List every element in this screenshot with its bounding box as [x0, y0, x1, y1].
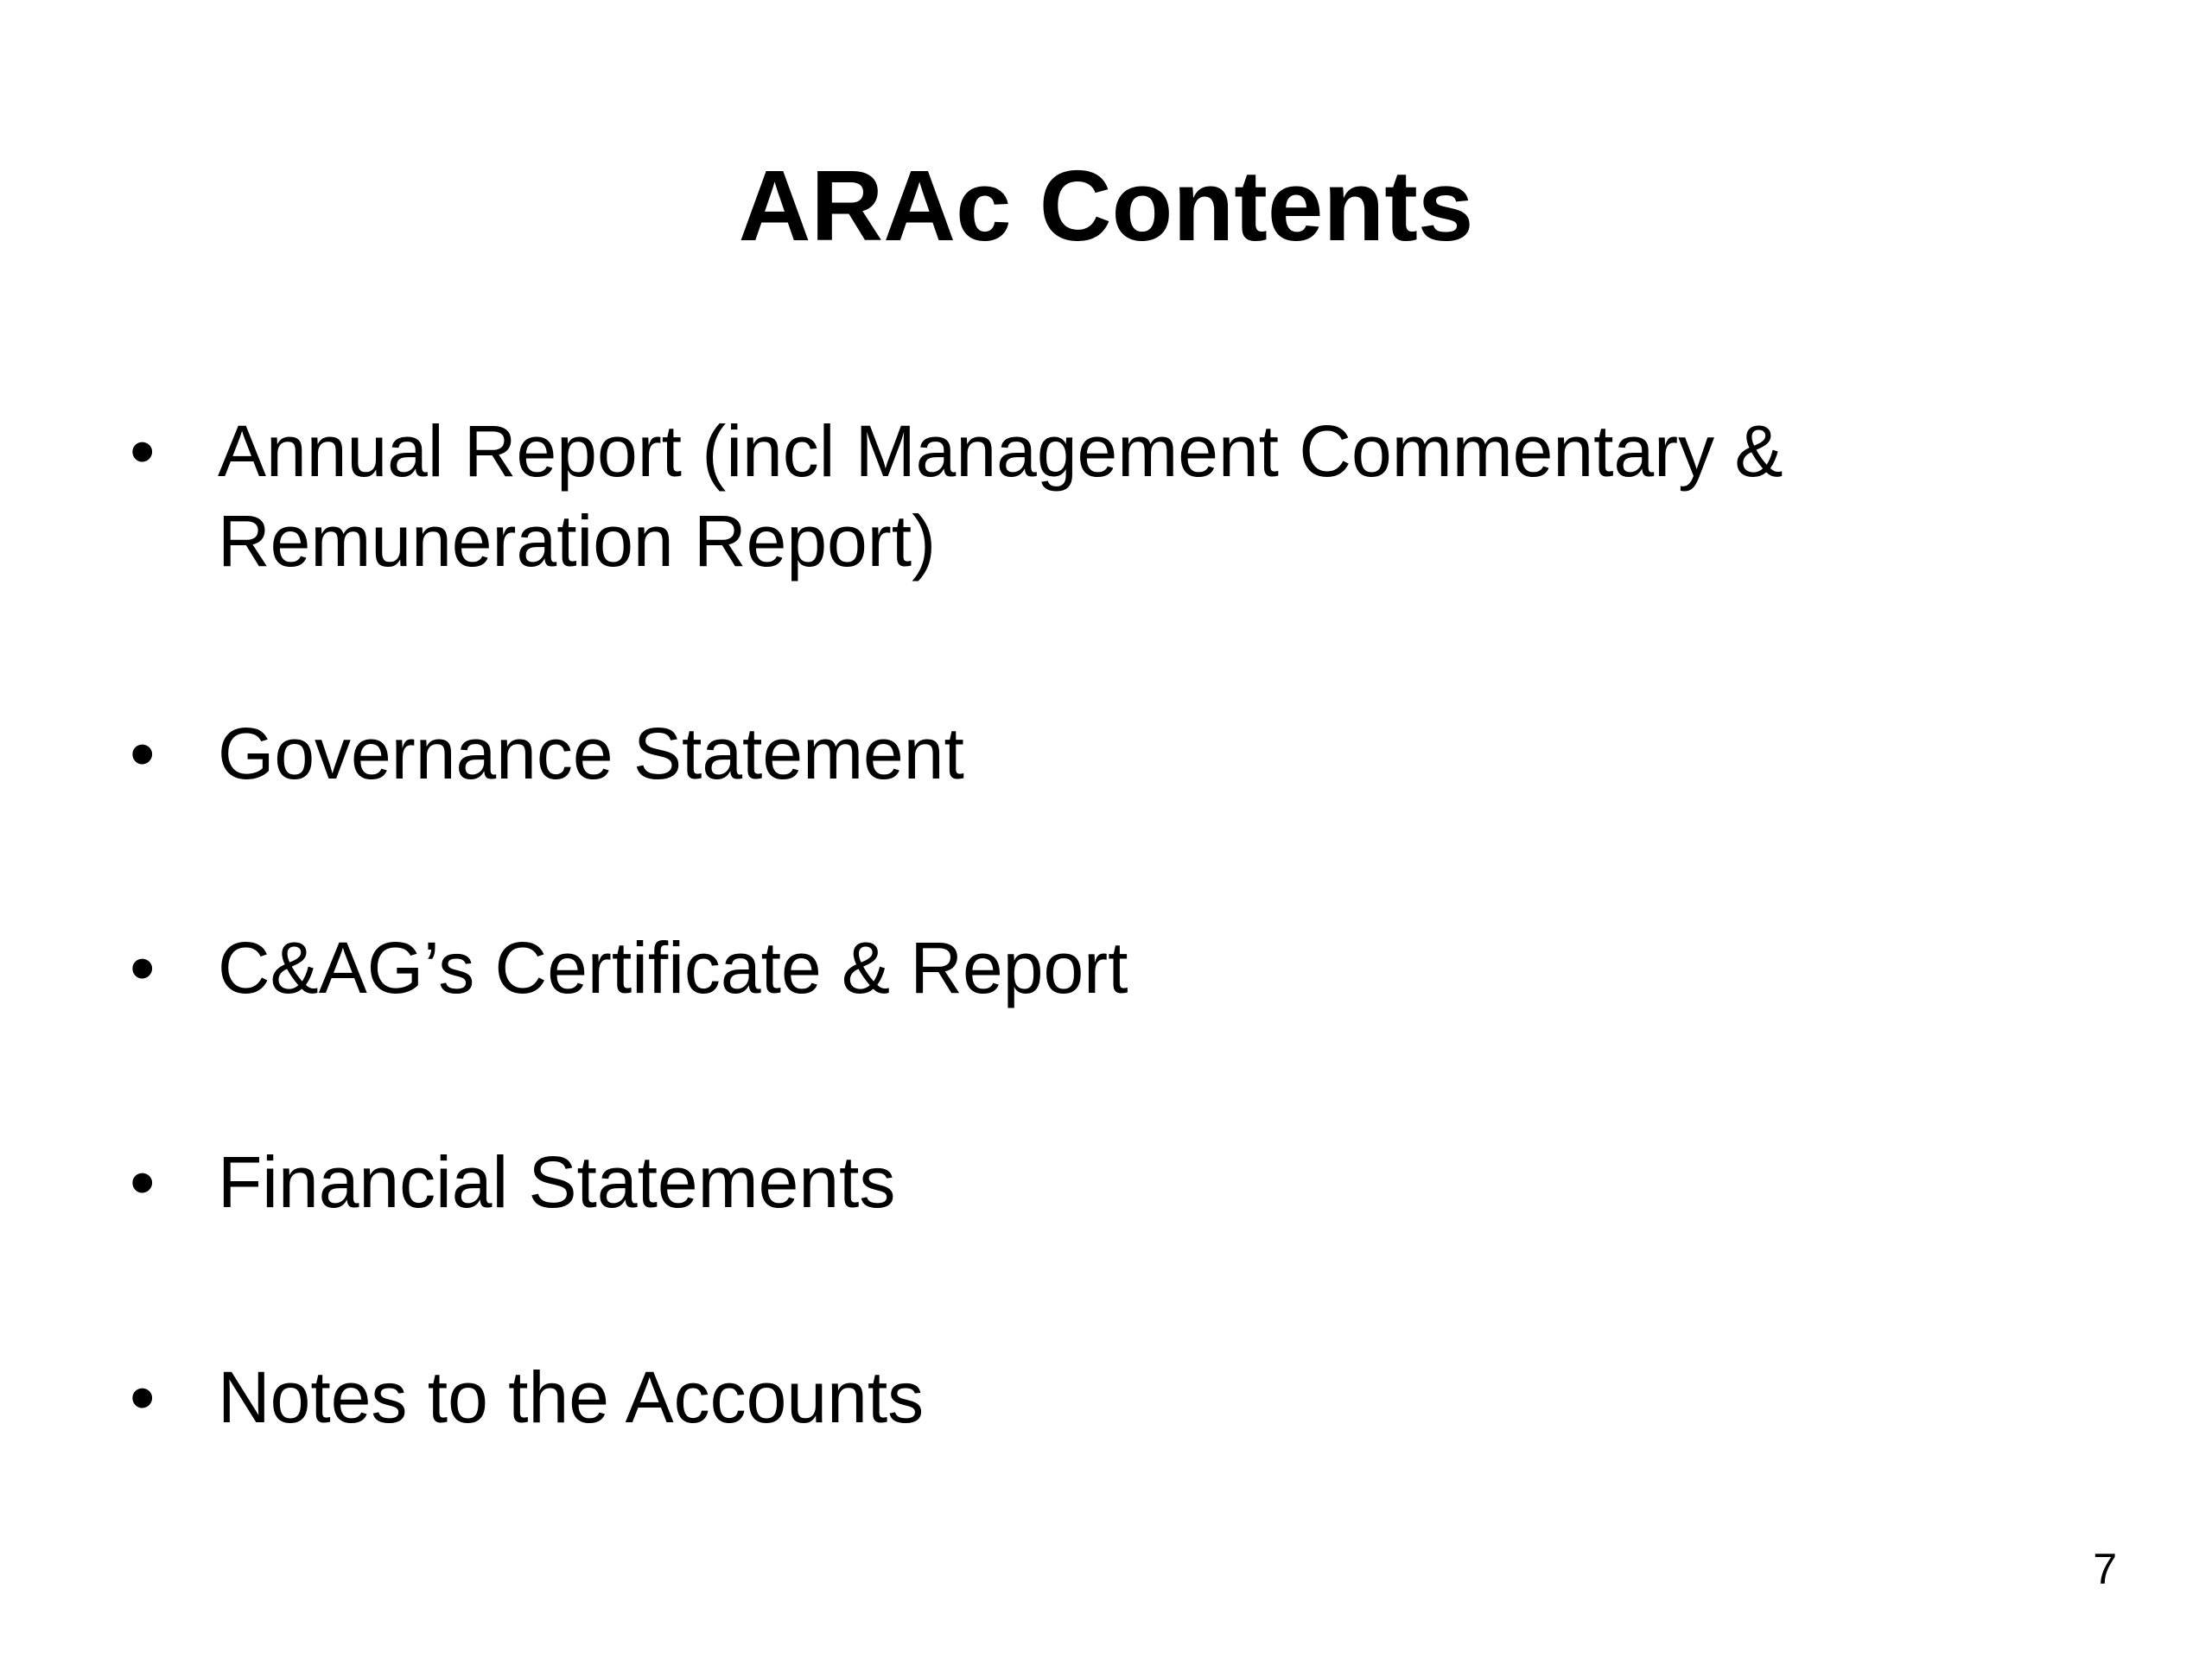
- page-number: 7: [2093, 1545, 2117, 1593]
- list-item-text: Notes to the Accounts: [218, 1357, 925, 1438]
- list-item: [130, 923, 2117, 1013]
- list-item: [130, 1352, 2117, 1442]
- list-item-text: Financial Statements: [218, 1141, 896, 1223]
- bullet-icon: •: [130, 713, 156, 794]
- slide-title: ARAc Contents: [738, 149, 1474, 262]
- list-item-text: Annual Report (incl Management Commentary & Remuneration Report): [218, 410, 1783, 582]
- list-item: [130, 1137, 2117, 1227]
- list-item-text: Governance Statement: [218, 713, 964, 794]
- bullet-icon: •: [130, 927, 156, 1008]
- list-item: [130, 709, 2117, 798]
- bullet-icon: •: [130, 1357, 156, 1438]
- list-item-text: C&AG’s Certificate & Report: [218, 927, 1128, 1008]
- bullet-icon: •: [130, 410, 156, 492]
- list-item: [130, 406, 2117, 586]
- bullet-icon: •: [130, 1141, 156, 1223]
